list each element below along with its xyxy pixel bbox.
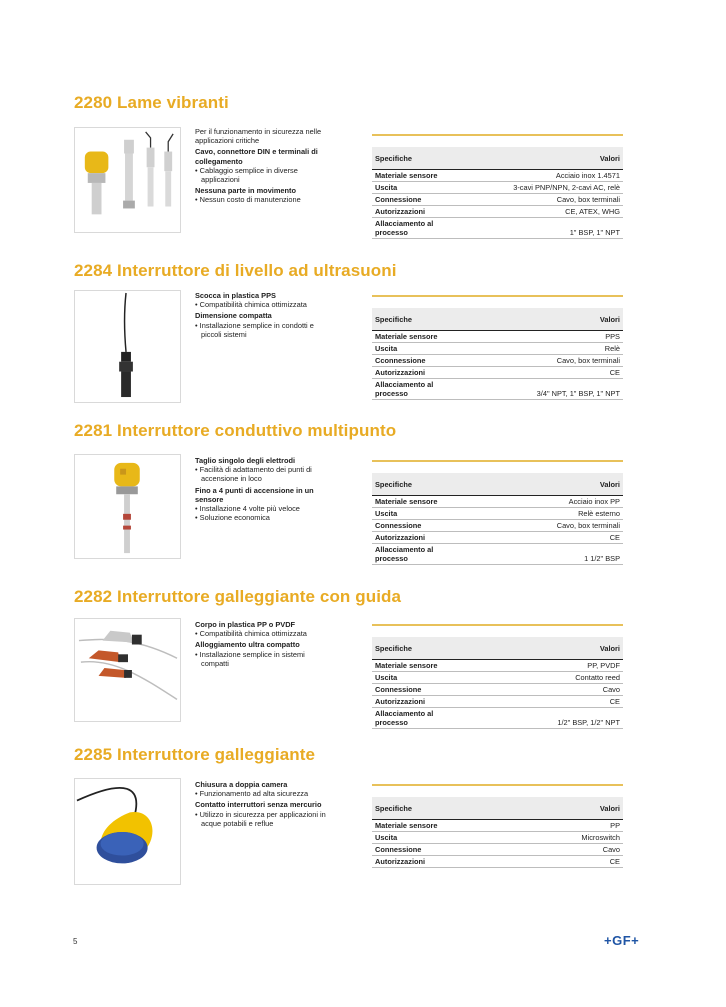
spec-row [372,218,623,239]
spec-value: 1" BSP, 1" NPT [569,228,620,237]
spec-row [372,520,623,532]
spec-row [372,544,623,565]
feature-heading: Fino a 4 punti di accensione in un sensore [195,485,314,504]
spec-value: CE [609,857,620,866]
spec-row [372,331,623,343]
feature-heading: Corpo in plastica PP o PVDF [195,620,296,629]
spec-header-value: Valori [599,803,620,813]
features-list [195,289,330,339]
spec-row [372,496,623,508]
spec-key: Materiale sensore [375,332,438,341]
spec-row [372,206,623,218]
spec-value: 3/4" NPT, 1" BSP, 1" NPT [536,389,620,398]
features-list [195,454,330,522]
spec-row [372,856,623,868]
spec-header-key: Specifiche [375,479,412,489]
float-switch-guided-image [75,619,180,721]
spec-value: PP [610,821,620,830]
spec-row [372,379,623,400]
spec-key: Autorizzazioni [375,533,426,542]
feature-heading: Alloggiamento ultra compatto [195,640,300,650]
section-title: 2280 Lame vibranti [74,93,229,112]
spec-key: Allacciamento al processo [375,545,434,563]
spec-table-rule [372,460,623,462]
feature-bullet: • Nessun costo di manutenzione [195,195,330,204]
spec-key: Cconnessione [375,356,426,365]
section-title: 2285 Interruttore galleggiante [74,745,316,764]
feature-bullet: • Installazione semplice in condotti e piccoli sistemi [195,321,330,339]
gf-logo: +GF+ [604,933,640,948]
spec-value: Cavo, box terminali [556,356,620,365]
spec-header-value: Valori [599,153,620,163]
intro-text: Per il funzionamento in sicurezza nelle applicazioni critiche [195,127,322,146]
spec-table-header [372,147,623,170]
spec-value: Relè [604,344,620,353]
spec-value: Microswitch [581,833,620,842]
spec-key: Uscita [375,344,398,353]
spec-key: Connessione [375,685,422,694]
spec-row [372,182,623,194]
spec-header-key: Specifiche [375,643,412,653]
spec-table-rule [372,134,623,136]
spec-table-header [372,797,623,820]
product-photo-2284 [74,290,181,403]
feature-bullet: • Facilità di adattamento dei punti di accensione in loco [195,465,330,483]
spec-value: CE [609,368,620,377]
spec-row [372,672,623,684]
feature-bullet: • Compatibilità chimica ottimizzata [195,629,330,638]
feature-bullet: • Utilizzo in sicurezza per applicazioni in acque potabili e reflue [195,810,330,828]
feature-bullet: • Cablaggio semplice in diverse applicazioni [195,166,330,184]
spec-value: Acciaio inox 1.4571 [555,171,620,180]
spec-header-key: Specifiche [375,803,412,813]
product-photo-2280 [74,127,181,233]
spec-key: Autorizzazioni [375,368,426,377]
spec-value: Cavo [602,685,620,694]
feature-heading: Dimensione compatta [195,311,272,321]
features-list [195,778,330,828]
spec-key: Connessione [375,845,422,854]
spec-row [372,708,623,729]
page-number: 5 [73,937,78,946]
spec-key: Allacciamento al processo [375,380,434,398]
spec-value: CE, ATEX, WHG [565,207,620,216]
spec-row [372,343,623,355]
spec-key: Materiale sensore [375,821,438,830]
spec-header-value: Valori [599,479,620,489]
spec-value: PP, PVDF [587,661,620,670]
spec-row [372,367,623,379]
spec-table [372,295,623,400]
feature-heading: Cavo, connettore DIN e terminali di collegamento [195,147,318,166]
feature-heading: Nessuna parte in movimento [195,186,297,196]
spec-value: Acciaio inox PP [568,497,620,506]
spec-key: Materiale sensore [375,171,438,180]
feature-heading: Scocca in plastica PPS [195,291,276,300]
spec-row [372,355,623,367]
feature-bullet: • Funzionamento ad alta sicurezza [195,789,330,798]
spec-row [372,684,623,696]
spec-value: Relè esterno [578,509,620,518]
spec-value: CE [609,533,620,542]
spec-value: Cavo [602,845,620,854]
section-title: 2284 Interruttore di livello ad ultrasuoni [74,261,397,280]
spec-value: Cavo, box terminali [556,195,620,204]
spec-header-key: Specifiche [375,314,412,324]
spec-row [372,696,623,708]
spec-key: Uscita [375,673,398,682]
spec-row [372,660,623,672]
spec-table-header [372,637,623,660]
spec-value: 3-cavi PNP/NPN, 2-cavi AC, relè [513,183,620,192]
spec-value: 1/2" BSP, 1/2" NPT [557,718,620,727]
feature-heading: Chiusura a doppia camera [195,780,288,789]
spec-table [372,134,623,239]
spec-key: Autorizzazioni [375,857,426,866]
spec-key: Uscita [375,183,398,192]
spec-table [372,784,623,868]
spec-table-header [372,473,623,496]
spec-value: PPS [605,332,620,341]
spec-row [372,832,623,844]
feature-bullet: • Compatibilità chimica ottimizzata [195,300,330,309]
spec-key: Connessione [375,195,422,204]
spec-key: Uscita [375,833,398,842]
spec-table-rule [372,295,623,297]
spec-key: Uscita [375,509,398,518]
ultrasonic-sensor-image [75,291,180,402]
product-photo-2285 [74,778,181,885]
spec-row [372,844,623,856]
product-photo-2281 [74,454,181,559]
spec-row [372,532,623,544]
spec-table-rule [372,784,623,786]
feature-heading: Contatto interruttori senza mercurio [195,800,322,810]
spec-key: Materiale sensore [375,661,438,670]
spec-row [372,820,623,832]
spec-key: Autorizzazioni [375,207,426,216]
spec-table [372,460,623,565]
spec-key: Allacciamento al processo [375,709,434,727]
spec-table [372,624,623,729]
spec-row [372,194,623,206]
spec-value: Contatto reed [575,673,620,682]
float-switch-image [75,779,180,884]
spec-value: CE [609,697,620,706]
spec-table-rule [372,624,623,626]
spec-key: Materiale sensore [375,497,438,506]
section-title: 2281 Interruttore conduttivo multipunto [74,421,397,440]
feature-bullet: • Installazione semplice in sistemi compatti [195,650,330,668]
feature-bullet: • Soluzione economica [195,513,330,522]
spec-value: 1 1/2" BSP [584,554,620,563]
spec-key: Autorizzazioni [375,697,426,706]
product-photo-2282 [74,618,181,722]
spec-header-key: Specifiche [375,153,412,163]
feature-heading: Taglio singolo degli elettrodi [195,456,296,465]
spec-key: Allacciamento al processo [375,219,434,237]
features-list [195,127,330,205]
section-title: 2282 Interruttore galleggiante con guida [74,587,402,606]
vibrating-fork-sensor-image [75,128,180,232]
conductive-sensor-image [75,455,180,558]
spec-header-value: Valori [599,643,620,653]
spec-row [372,508,623,520]
spec-header-value: Valori [599,314,620,324]
spec-table-header [372,308,623,331]
features-list [195,618,330,668]
spec-key: Connessione [375,521,422,530]
spec-row [372,170,623,182]
spec-value: Cavo, box terminali [556,521,620,530]
feature-bullet: • Installazione 4 volte più veloce [195,504,330,513]
